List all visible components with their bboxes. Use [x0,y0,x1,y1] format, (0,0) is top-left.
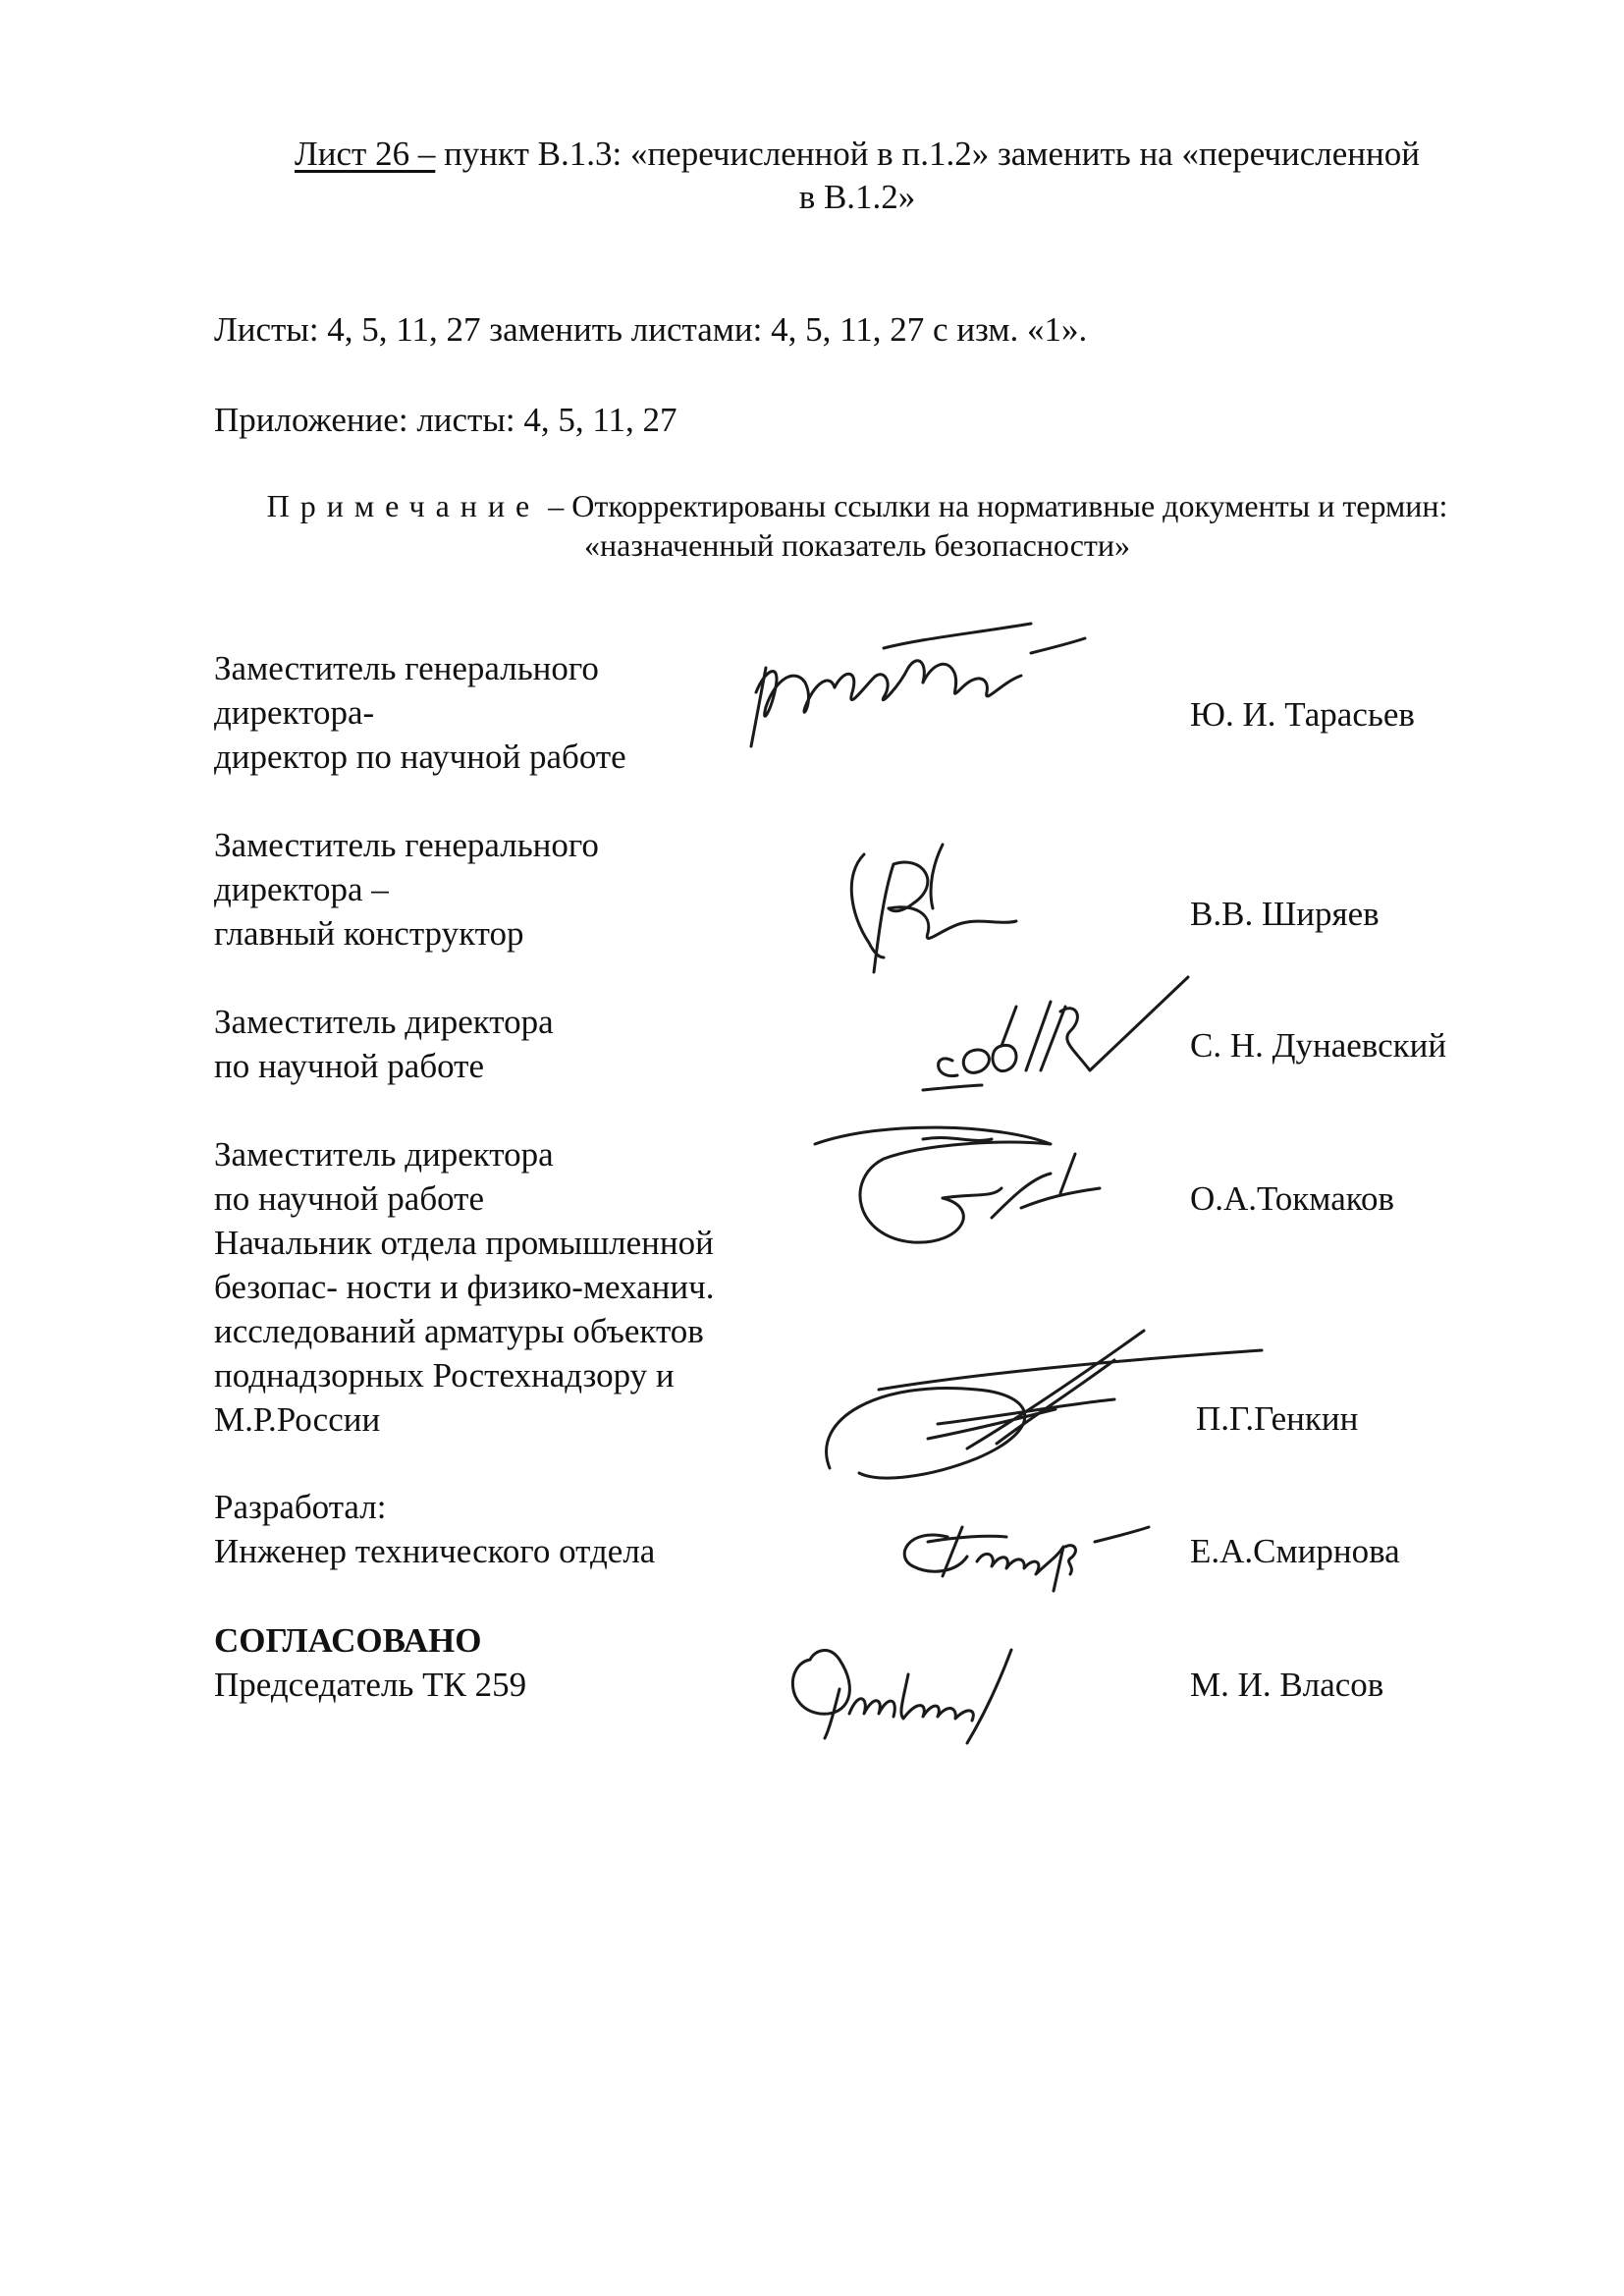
sheets-replacement-line: Листы: 4, 5, 11, 27 заменить листами: 4, 5, 11, 27 с изм. «1». [214,310,1088,349]
signatory-3-name: С. Н. Дунаевский [1190,1026,1447,1065]
note-label: Примечание [266,488,541,523]
amendment-text [214,133,1500,219]
signatory-4-position [214,1132,554,1221]
signatory-6-name: Е.А.Смирнова [1190,1532,1400,1570]
sheet-reference: Лист 26 – [295,135,436,173]
position-line: по научной работе [214,1179,484,1218]
signature-icon [903,972,1198,1110]
signatory-5-position [214,1221,714,1442]
signatory-6-position [214,1485,655,1573]
position-line: безопас- ности и физико-механич. [214,1268,715,1306]
position-line: директор по научной работе [214,738,626,776]
amendment-line-2: в В.1.2» [798,178,916,216]
signatory-5-name: П.Г.Генкин [1196,1399,1359,1438]
signatory-2-name: В.В. Ширяев [1190,895,1380,933]
signature-icon [736,609,1090,756]
signature-icon [805,1100,1129,1247]
position-line: Заместитель генерального [214,649,599,687]
signatory-3-position [214,1000,554,1088]
position-line: Заместитель директора [214,1135,554,1174]
signatory-1-position [214,646,626,779]
position-line: по научной работе [214,1047,484,1085]
position-line: Инженер технического отдела [214,1532,656,1570]
position-line: Заместитель генерального [214,826,599,864]
approval-name: М. И. Власов [1190,1666,1384,1704]
position-line: исследований арматуры объектов [214,1312,704,1350]
attachment-line: Приложение: листы: 4, 5, 11, 27 [214,401,677,439]
position-line: директора – [214,870,389,908]
note-block [214,486,1500,565]
signature-icon [889,1498,1154,1606]
note-line-1: – Откорректированы ссылки на нормативные документы и термин: [540,488,1448,523]
signatory-4-name: О.А.Токмаков [1190,1179,1395,1218]
position-line: Разработал: [214,1488,387,1526]
position-line: директора- [214,693,375,732]
position-line: поднадзорных Ростехнадзору и [214,1356,675,1394]
note-line-2: «назначенный показатель безопасности» [583,527,1130,563]
approval-heading: СОГЛАСОВАНО [214,1621,482,1660]
signatory-2-position [214,823,599,956]
signature-icon [835,835,1031,982]
position-line: Заместитель директора [214,1003,554,1041]
position-line: М.Р.России [214,1400,381,1439]
position-line: главный конструктор [214,914,524,953]
signature-icon [781,1630,1075,1748]
approval-position: Председатель ТК 259 [214,1666,527,1704]
position-line: Начальник отдела промышленной [214,1224,714,1262]
amendment-line-1: пункт В.1.3: «перечисленной в п.1.2» заменить на «перечисленной [435,135,1420,173]
approval-block [214,1618,526,1707]
signatory-1-name: Ю. И. Тарасьев [1190,695,1415,734]
